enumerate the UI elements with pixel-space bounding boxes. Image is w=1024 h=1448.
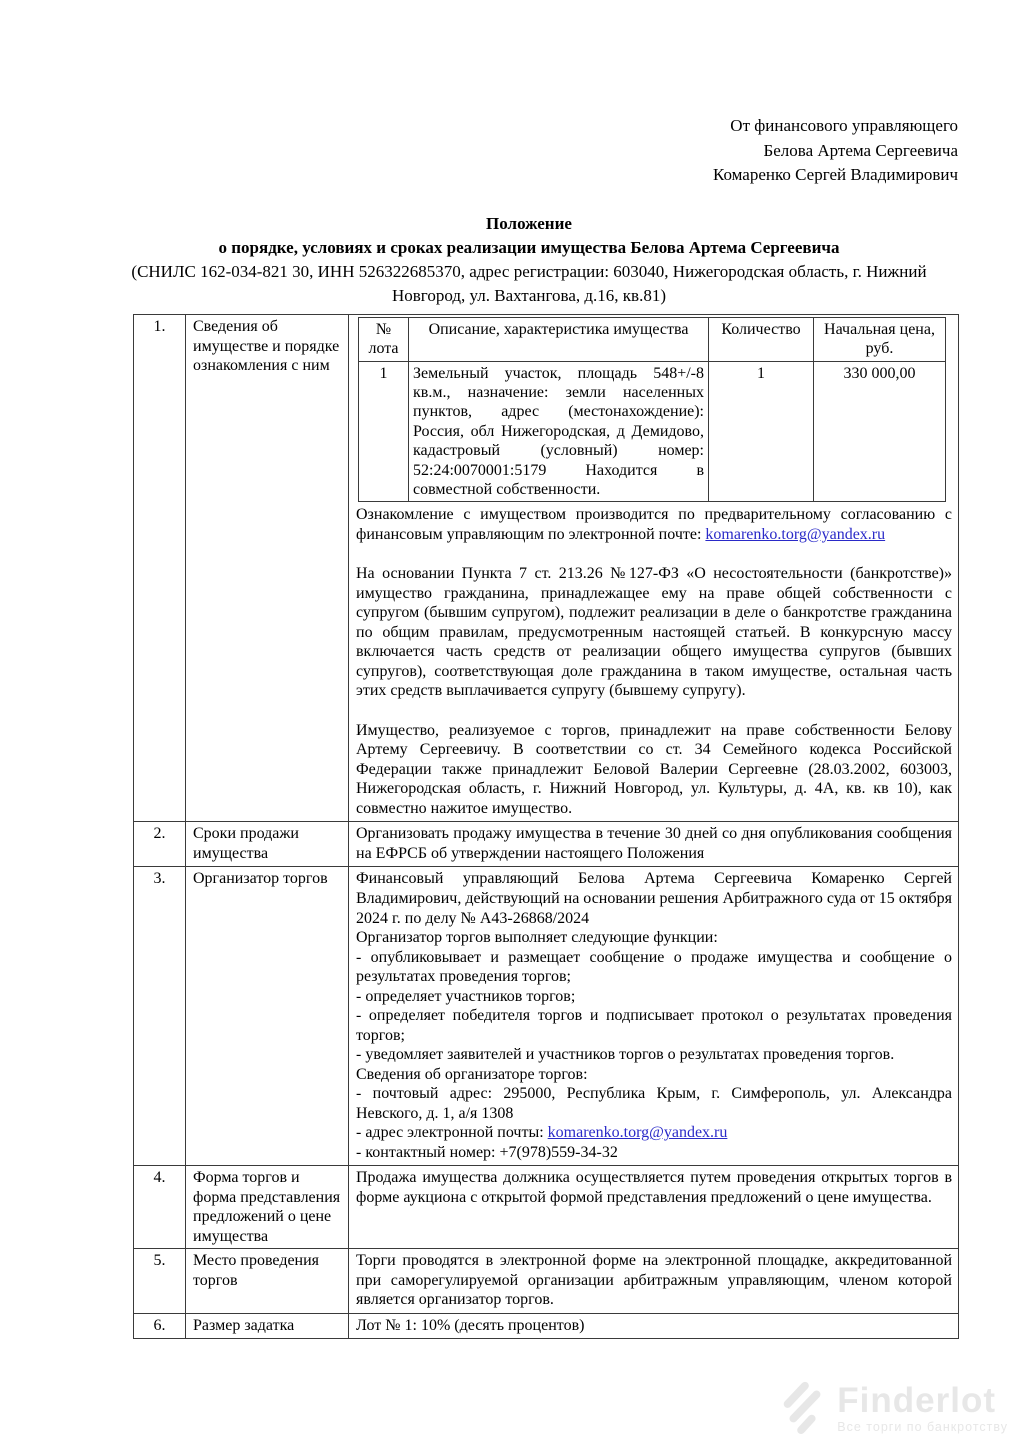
addressee-line: Комаренко Сергей Владимирович <box>712 165 958 185</box>
familiarization-text: Ознакомление с имуществом производится по предварительному согласованию с финансовым управляющим по электронной почте: <box>356 506 952 543</box>
row-number: 6. <box>134 1313 186 1339</box>
watermark-brand: Finderlot <box>837 1381 996 1420</box>
row-label: Размер задатка <box>186 1313 349 1339</box>
lot-description: Земельный участок, площадь 548+/-8 кв.м., назначение: земли населенных пунктов, адрес (местонахождение): Россия, обл Нижегородская, д Демидово, кадастровый (условный) номер: 52:24:0070001:5179 Находится в совместной собственности. <box>409 361 709 502</box>
table-row-sale-terms <box>134 822 959 867</box>
lot-table-row <box>359 361 946 502</box>
table-row-auction-form <box>134 1166 959 1249</box>
addressee-block <box>713 114 958 188</box>
addressee-line: От финансового управляющего <box>730 116 958 135</box>
title-subject: о порядке, условиях и сроках реализации имущества Белова Артема Сергеевича <box>218 238 840 258</box>
row-label: Форма торгов и форма представления предложений о цене имущества <box>186 1166 349 1249</box>
organizer-function-item: - уведомляет заявителей и участников торгов о результатах проведения торгов. <box>356 1046 895 1064</box>
row-number: 2. <box>134 822 186 867</box>
row-number: 1. <box>134 315 186 822</box>
finderlot-logo-icon <box>775 1375 833 1442</box>
lot-table-header-row <box>359 318 946 362</box>
row-number: 4. <box>134 1166 186 1249</box>
deposit-text: Лот № 1: 10% (десять процентов) <box>356 1316 585 1334</box>
table-row-venue <box>134 1249 959 1314</box>
row-label: Организатор торгов <box>186 867 349 1166</box>
row-label: Сроки продажи имущества <box>186 822 349 867</box>
addressee-line: Белова Артема Сергеевича <box>763 140 958 160</box>
finderlot-watermark <box>775 1375 1008 1442</box>
lot-col-header-number: № лота <box>359 318 409 362</box>
title-debtor-details: (СНИЛС 162-034-821 30, ИНН 526322685370, адрес регистрации: 603040, Нижегородская область, г. Нижний Новгород, ул. Вахтангова, д.16, кв.81) <box>131 262 927 306</box>
table-row-deposit <box>134 1313 959 1339</box>
organizer-functions-heading: Организатор торгов выполняет следующие функции: <box>356 929 718 947</box>
row-content <box>349 1313 959 1339</box>
lot-table <box>358 317 946 502</box>
document-title <box>99 212 959 309</box>
table-row-property-info <box>134 315 959 822</box>
venue-text: Торги проводятся в электронной форме на электронной площадке, аккредитованной при саморегулируемой организации арбитражным управляющим, членом которой является организатор торгов. <box>356 1252 952 1309</box>
ownership-paragraph: Имущество, реализуемое с торгов, принадлежит на праве собственности Белову Артему Сергеевичу. В соответствии со ст. 34 Семейного кодекса Российской Федерации также принадлежит Беловой Валерии Сергеевне (28.03.2002, 603003, Нижегородская область, г. Нижний Новгород, ул. Культуры, д. 4А, кв. кв 10), как совместно нажитое имущество. <box>356 721 952 817</box>
row-number: 3. <box>134 867 186 1166</box>
auction-form-text: Продажа имущества должника осуществляется путем проведения открытых торгов в форме аукциона с открытой формой представления предложений о цене имущества. <box>356 1169 952 1206</box>
row-content <box>349 1249 959 1314</box>
organizer-postal-address: - почтовый адрес: 295000, Республика Крым, г. Симферополь, ул. Александра Невского, д. 1, а/я 1308 <box>356 1085 952 1122</box>
row-content <box>349 1166 959 1249</box>
row-content <box>349 867 959 1166</box>
lot-number: 1 <box>359 361 409 502</box>
lot-col-header-description: Описание, характеристика имущества <box>409 318 709 362</box>
organizer-info-heading: Сведения об организаторе торгов: <box>356 1065 588 1083</box>
row-content <box>349 822 959 867</box>
title-main: Положение <box>486 214 572 233</box>
organizer-function-item: - определяет победителя торгов и подписывает протокол о результатах проведения торгов; <box>356 1007 952 1044</box>
legal-basis-paragraph: На основании Пункта 7 ст. 213.26 №127-ФЗ «О несостоятельности (банкротстве)» имущество гражданина, принадлежащее ему на праве общей собственности с супругом (бывшим супругом), подлежит реализации в деле о банкротстве гражданина по общим правилам, предусмотренным настоящей статьей. В конкурсную массу включается часть средств от реализации общего имущества супругов (бывших супругов), соответствующая доле гражданина в таком имуществе, остальная часть этих средств выплачивается супругу (бывшему супругу). <box>356 565 952 700</box>
row-label: Место проведения торгов <box>186 1249 349 1314</box>
lot-col-header-quantity: Количество <box>709 318 814 362</box>
sale-terms-text: Организовать продажу имущества в течение 30 дней со дня опубликования сообщения на ЕФРСБ об утверждении настоящего Положения <box>356 825 952 862</box>
email-link[interactable]: komarenko.torg@yandex.ru <box>705 525 886 543</box>
organizer-function-item: - определяет участников торгов; <box>356 987 576 1005</box>
organizer-email-line <box>356 1123 952 1143</box>
row-label: Сведения об имуществе и порядке ознакомления с ним <box>186 315 349 822</box>
organizer-function-item: - опубликовывает и размещает сообщение о продаже имущества и сообщение о результатах проведения торгов; <box>356 948 952 986</box>
organizer-phone: - контактный номер: +7(978)559-34-32 <box>356 1143 618 1161</box>
lot-start-price: 330 000,00 <box>814 361 946 502</box>
email-label: - адрес электронной почты: <box>356 1124 548 1142</box>
lot-col-header-price: Начальная цена, руб. <box>814 318 946 362</box>
watermark-tagline: Все торги по банкротству <box>837 1420 1008 1434</box>
row-number: 5. <box>134 1249 186 1314</box>
table-row-organizer <box>134 867 959 1166</box>
row-content <box>349 315 959 822</box>
regulation-table <box>133 314 959 1339</box>
email-link[interactable]: komarenko.torg@yandex.ru <box>547 1124 728 1142</box>
lot-quantity: 1 <box>709 361 814 502</box>
organizer-intro: Финансовый управляющий Белова Артема Сергеевича Комаренко Сергей Владимирович, действующий на основании решения Арбитражного суда от 15 октября 2024 г. по делу № А43-26868/2024 <box>356 870 952 927</box>
familiarization-paragraph <box>356 505 952 544</box>
